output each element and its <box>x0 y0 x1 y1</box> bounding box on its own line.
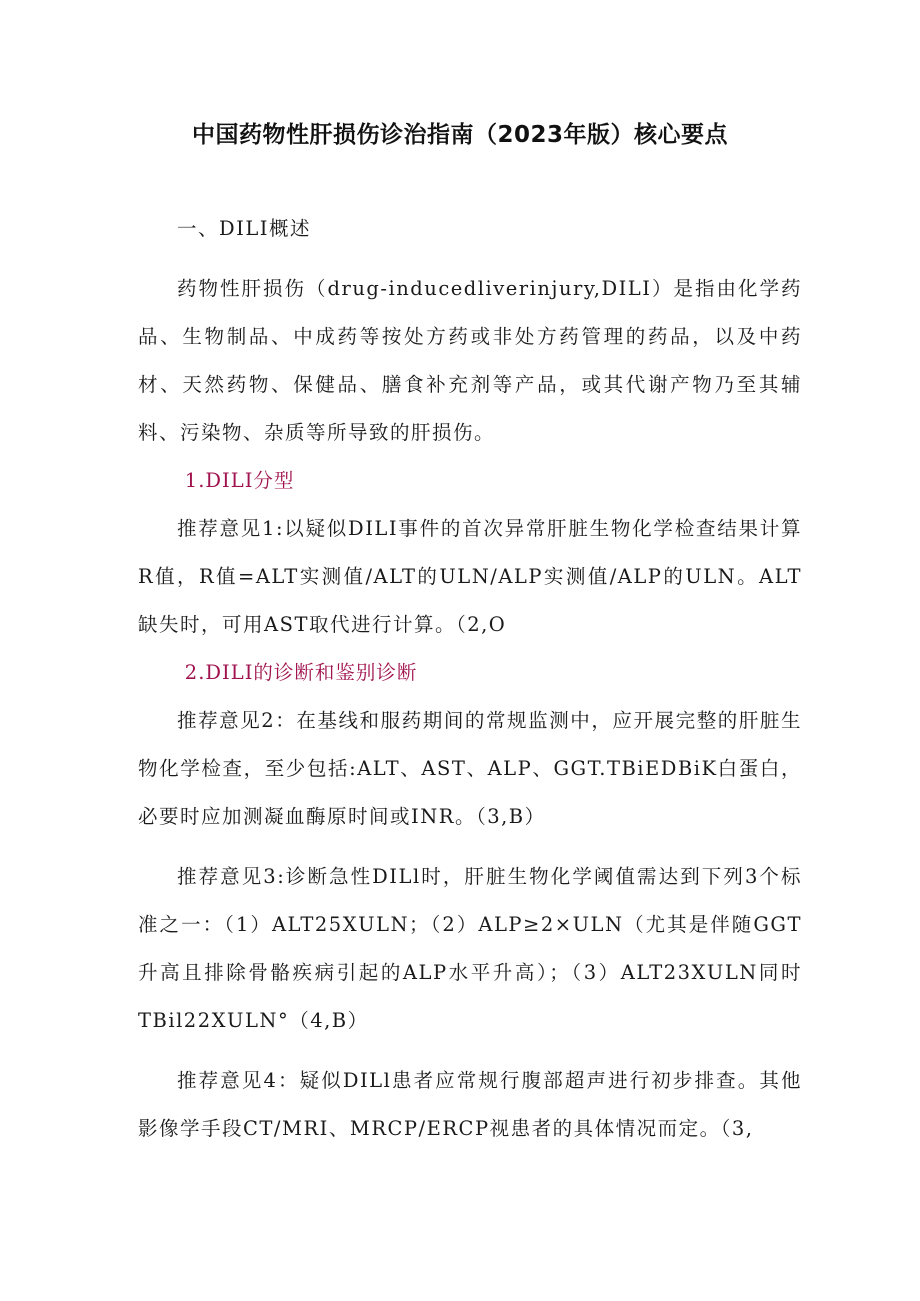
section-heading: 一、DILI概述 <box>177 217 311 240</box>
subsection-heading-1: 1.DILI分型 <box>184 469 295 492</box>
recommendation-1: 推荐意见1:以疑似DILI事件的首次异常肝脏生物化学检查结果计算R值，R值=ALT实测值/ALT的ULN/ALP实测值/ALP的ULN。ALT缺失时，可用AST取代进行计算。（2,O <box>138 517 802 636</box>
recommendation-2: 推荐意见2：在基线和服药期间的常规监测中，应开展完整的肝脏生物化学检查，至少包括:ALT、AST、ALP、GGT.TBiEDBiK白蛋白，必要时应加测凝血酶原时间或INR。（3,B） <box>138 709 802 828</box>
recommendation-4: 推荐意见4：疑似DILl患者应常规行腹部超声进行初步排查。其他影像学手段CT/MRI、MRCP/ERCP视患者的具体情况而定。（3, <box>138 1069 802 1140</box>
subsection-heading-2: 2.DILI的诊断和鉴别诊断 <box>184 661 418 684</box>
recommendation-3: 推荐意见3:诊断急性DILl时，肝脏生物化学阈值需达到下列3个标准之一：（1）ALT25XULN；（2）ALP≥2×ULN（尤其是伴随GGT升高且排除骨骼疾病引起的ALP水平升高）；（3）ALT23XULN同时TBil22XULN°（4,B） <box>138 865 802 1032</box>
document-body <box>138 205 802 1153</box>
intro-paragraph: 药物性肝损伤（drug-inducedliverinjury,DILI）是指由化学药品、生物制品、中成药等按处方药或非处方药管理的药品，以及中药材、天然药物、保健品、膳食补充剂等产品，或其代谢产物乃至其辅料、污染物、杂质等所导致的肝损伤。 <box>138 277 802 444</box>
document-title: 中国药物性肝损伤诊治指南（2023年版）核心要点 <box>191 122 728 148</box>
